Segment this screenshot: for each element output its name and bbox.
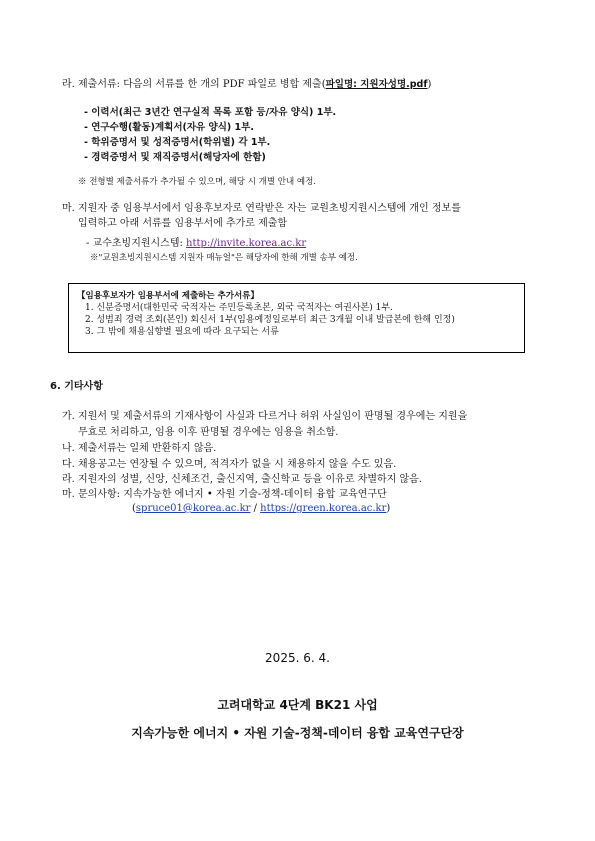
candidate-instruction-line2: 입력하고 아래 서류를 임용부서에 추가로 제출함 xyxy=(78,218,288,229)
contact-open-paren: ( xyxy=(132,503,136,514)
contact-email-link[interactable]: spruce01@korea.ac.kr xyxy=(135,503,251,514)
doc-item-degree-certificate: - 학위증명서 및 성적증명서(학위별) 각 1부. xyxy=(84,137,271,148)
submission-docs-heading xyxy=(62,78,431,92)
additional-docs-title: 【임용후보자가 임용부서에 제출하는 추가서류】 xyxy=(77,291,259,301)
misc-item-da: 다. 채용공고는 연장될 수 있으며, 적격자가 없을 시 채용하지 않을 수도 있음. xyxy=(62,459,397,470)
misc-item-ra: 라. 지원자의 성별, 신앙, 신체조건, 출신지역, 출신학교 등을 이유로 차별하지 않음. xyxy=(62,474,422,485)
invite-system-line xyxy=(86,237,306,251)
issuer-line-1: 고려대학교 4단계 BK21 사업 xyxy=(217,698,378,712)
doc-item-research-plan: - 연구수행(활동)계획서(자유 양식) 1부. xyxy=(84,122,254,133)
submission-docs-suffix: ) xyxy=(427,79,432,90)
issuer-line-2: 지속가능한 에너지 • 자원 기술-정책-데이터 융합 교육연구단장 xyxy=(131,726,464,740)
additional-doc-item-criminal-record: 2. 성범죄 경력 조회(본인) 회신서 1부(임용예정일로부터 최근 3개월 이내 발급본에 한해 인정) xyxy=(85,315,455,325)
doc-item-cv: - 이력서(최근 3년간 연구실적 목록 포함 등/자유 양식) 1부. xyxy=(84,107,337,118)
pdf-filename-rule: 파일명: 지원자성명.pdf xyxy=(325,79,428,90)
section-6-heading: 6. 기타사항 xyxy=(50,381,103,392)
candidate-instruction-line1: 마. 지원자 중 임용부서에서 임용후보자로 연락받은 자는 교원초빙지원시스템에 개인 정보를 xyxy=(62,203,461,214)
additional-doc-item-id: 1. 신분증명서(대한민국 국적자는 주민등록초본, 외국 국적자는 여권사본) 1부. xyxy=(85,303,393,313)
invite-system-link[interactable]: http://invite.korea.ac.kr xyxy=(186,238,307,249)
contact-separator: / xyxy=(250,503,261,514)
docs-note: ※ 전형별 제출서류가 추가될 수 있으며, 해당 시 개별 안내 예정. xyxy=(78,177,316,187)
manual-note: ※"교원초빙지원시스템 지원자 매뉴얼"은 해당자에 한해 개별 송부 예정. xyxy=(90,253,358,263)
doc-item-career-certificate: - 경력증명서 및 재직증명서(해당자에 한함) xyxy=(84,152,266,163)
additional-docs-box xyxy=(68,283,525,353)
invite-system-label: - 교수초빙지원시스템: xyxy=(86,238,187,249)
misc-item-ga-line1: 가. 지원서 및 제출서류의 기재사항이 사실과 다르거나 허위 사실임이 판명될 경우에는 지원을 xyxy=(62,411,468,422)
contact-website-link[interactable]: https://green.korea.ac.kr xyxy=(260,503,387,514)
additional-doc-item-other: 3. 그 밖에 채용심향별 필요에 따라 요구되는 서류 xyxy=(85,327,279,337)
misc-item-ga-line2: 무효로 처리하고, 임용 이후 판명될 경우에는 임용을 취소함. xyxy=(78,427,339,438)
misc-item-ma-contact: 마. 문의사항: 지속가능한 에너지 • 자원 기술-정책-데이터 융합 교육연구단 xyxy=(62,489,387,500)
announcement-date: 2025. 6. 4. xyxy=(265,651,330,665)
contact-links xyxy=(132,502,390,516)
submission-docs-prefix: 라. 제출서류: 다음의 서류를 한 개의 PDF 파일로 병합 제출( xyxy=(62,79,326,90)
misc-item-na: 나. 제출서류는 일체 반환하지 않음. xyxy=(62,443,217,454)
contact-close-paren: ) xyxy=(386,503,391,514)
